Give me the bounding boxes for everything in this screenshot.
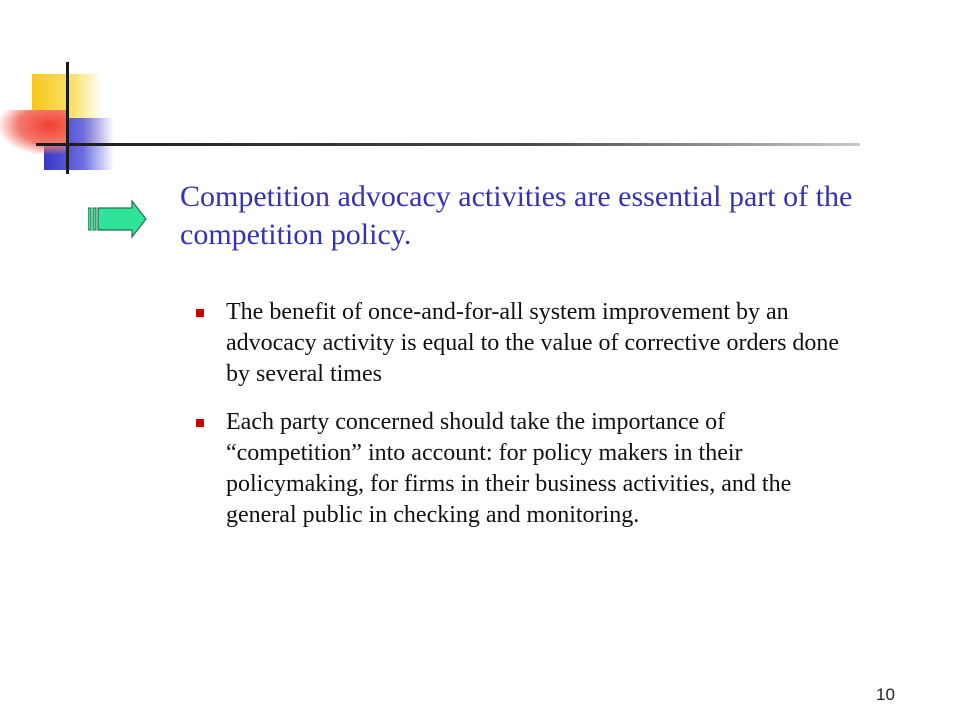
square-bullet-icon [196,309,204,317]
right-arrow-icon [88,199,148,239]
page-number: 10 [876,685,895,704]
decorative-red-glow [0,110,66,154]
list-item [196,297,856,390]
square-bullet-icon [196,419,204,427]
bullet-list [196,297,856,548]
bullet-text: Each party concerned should take the importance of “competition” into account: for policy makers in their policymaking, for firms in their business activities, and the general public in checking and monitoring. [226,409,792,528]
bullet-text: The benefit of once-and-for-all system improvement by an advocacy activity is equal to the value of corrective orders done by several times [226,299,840,387]
slide-title: Competition advocacy activities are essential part of the competition policy. [180,180,853,251]
decorative-horizontal-rule [36,143,860,146]
decorative-vertical-line [66,62,69,174]
list-item [196,407,856,531]
